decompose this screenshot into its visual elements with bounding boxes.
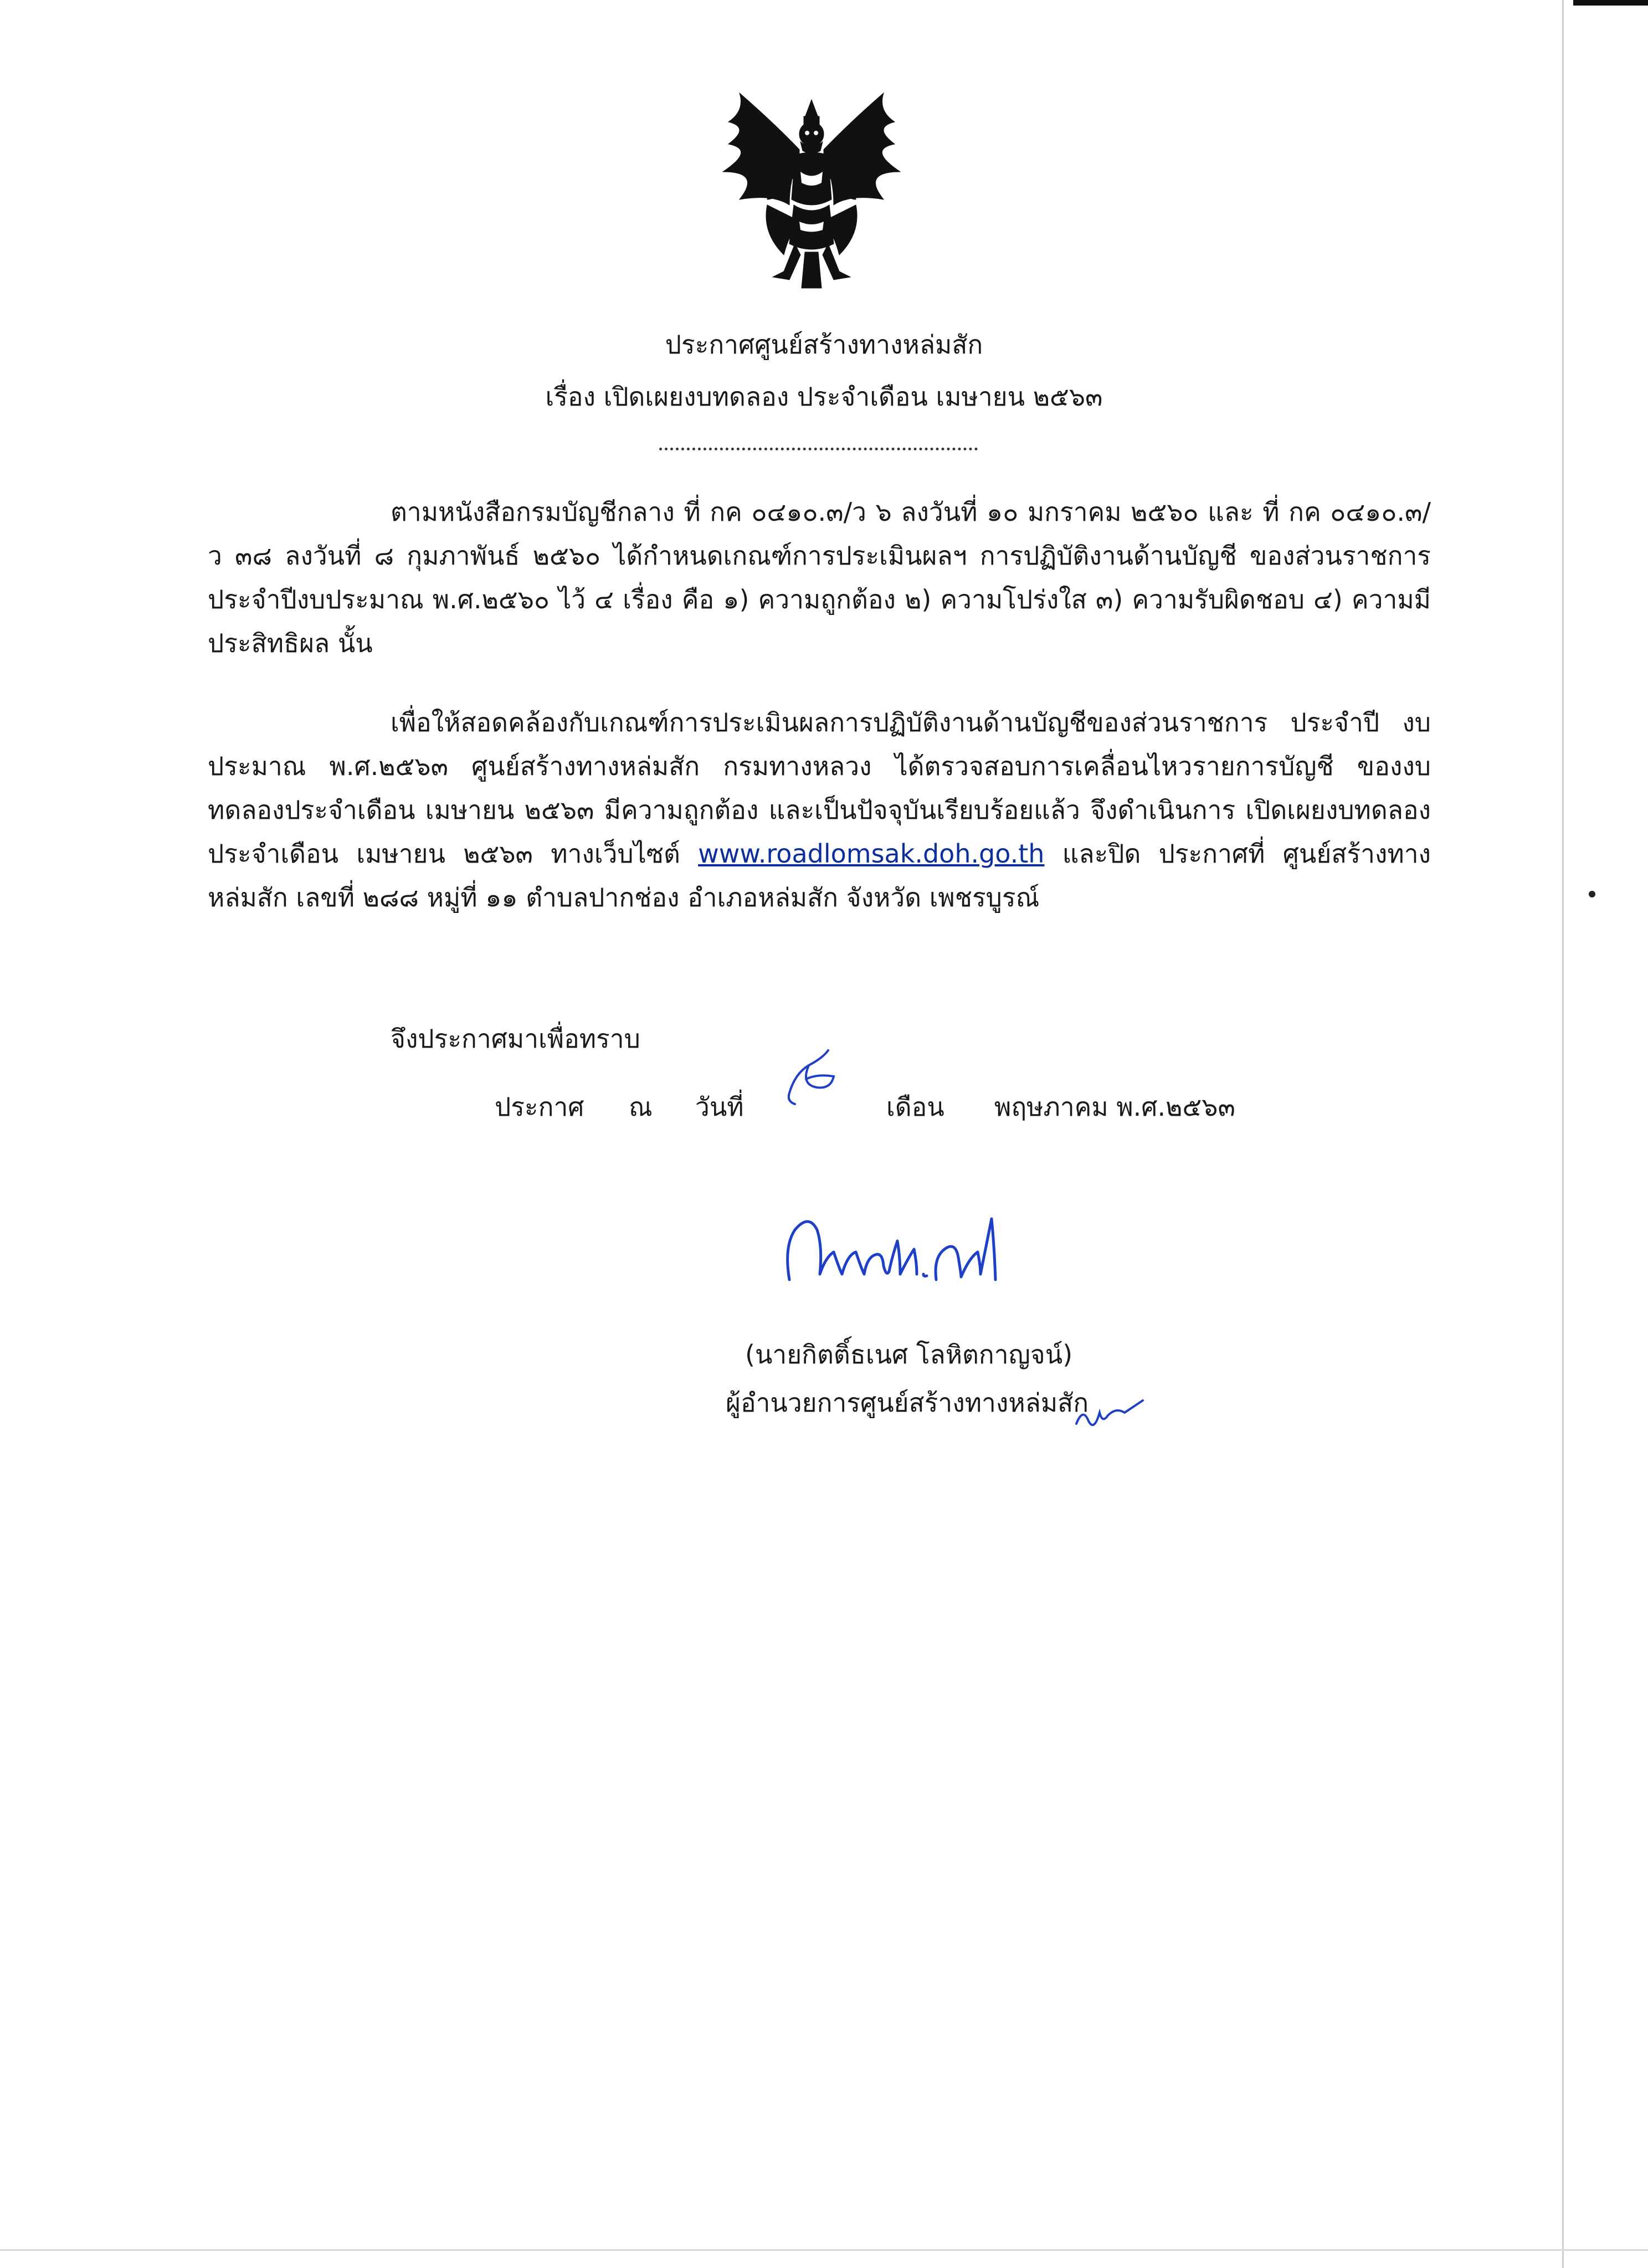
signer-position: ผู้อำนวยการศูนย์สร้างทางหล่มสัก	[726, 1388, 1089, 1418]
handwritten-signature	[778, 1197, 1033, 1313]
title-divider	[659, 448, 978, 450]
paragraph-disclosure-text: เพื่อให้สอดคล้องกับเกณฑ์การประเมินผลการปฏิบัติงานด้านบัญชีของส่วนราชการ ประจำปี งบประมาณ พ.ศ.๒๕๖๓ ศูนย์สร้างทางหล่มสัก กรมทางหลวง ได้ตรวจสอบการเคลื่อนไหวรายการบัญชี ของงบทดลองประจำเดือน เมษายน ๒๕๖๓ มีความถูกต้อง และเป็นปัจจุบันเรียบร้อยแล้ว จึงดำเนินการ เปิดเผยงบทดลอง ประจำเดือน เมษายน ๒๕๖๓ ทางเว็บไซต์	[208, 707, 1431, 869]
date-announce-label: ประกาศ	[495, 1092, 584, 1122]
paragraph-disclosure	[208, 701, 1431, 920]
closing-text: จึงประกาศมาเพื่อทราบ	[391, 1024, 640, 1054]
handwritten-day-mark	[778, 1046, 839, 1110]
paragraph-reference	[208, 490, 1431, 665]
document-subject: เรื่อง เปิดเผยงบทดลอง ประจำเดือน เมษายน ๒๕๖๓	[545, 382, 1103, 412]
garuda-emblem-icon	[706, 89, 917, 294]
handwritten-initials	[1072, 1390, 1147, 1435]
date-month-year: พฤษภาคม พ.ศ.๒๕๖๓	[994, 1092, 1235, 1122]
date-at-label: ณ	[629, 1092, 653, 1122]
website-link[interactable]: www.roadlomsak.doh.go.th	[698, 839, 1045, 869]
scan-corner-mark	[1573, 0, 1648, 6]
scan-speck	[1589, 891, 1595, 897]
scan-edge-bottom	[0, 2249, 1648, 2251]
signer-name: (นายกิตติ์ธเนศ โลหิตกาญจน์)	[745, 1340, 1073, 1369]
paragraph-disclosure-text-cont: และปิด ประกาศที่ ศูนย์สร้างทางหล่มสัก เลขที่ ๒๘๘ หมู่ที่ ๑๑ ตำบลปากช่อง อำเภอหล่มสัก จังหวัด เพชรบูรณ์	[208, 839, 1431, 912]
document-title: ประกาศศูนย์สร้างทางหล่มสัก	[665, 330, 983, 360]
paragraph-reference-text: ตามหนังสือกรมบัญชีกลาง ที่ กค ๐๔๑๐.๓/ว ๖ ลงวันที่ ๑๐ มกราคม ๒๕๖๐ และ ที่ กค ๐๔๑๐.๓/ว ๓๘ ลงวันที่ ๘ กุมภาพันธ์ ๒๕๖๐ ได้กำหนดเกณฑ์การประเมินผลฯ การปฏิบัติงานด้านบัญชี ของส่วนราชการ ประจำปีงบประมาณ พ.ศ.๒๕๖๐ ไว้ ๔ เรื่อง คือ ๑) ความถูกต้อง ๒) ความโปร่งใส ๓) ความรับผิดชอบ ๔) ความมีประสิทธิผล นั้น	[208, 497, 1431, 658]
date-month-label: เดือน	[886, 1092, 944, 1122]
date-day-label: วันที่	[695, 1092, 744, 1122]
